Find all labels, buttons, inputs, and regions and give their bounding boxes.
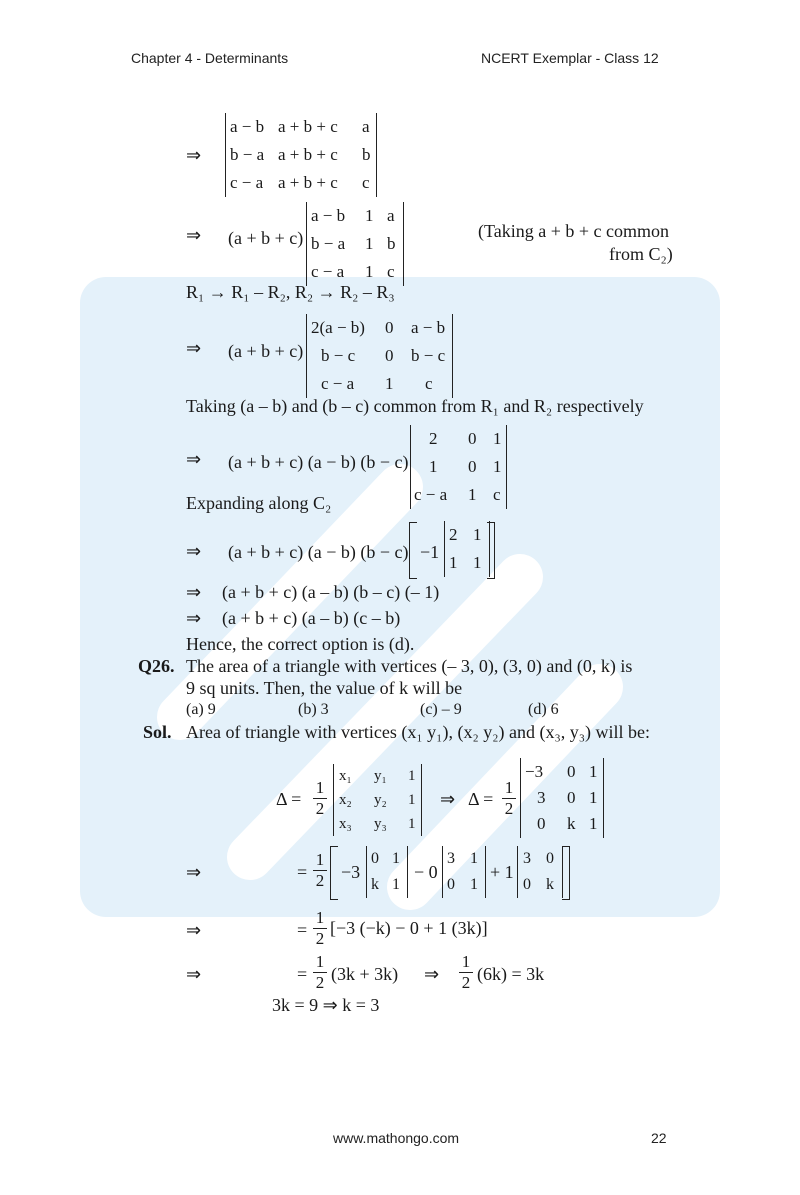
cell: 1: [473, 525, 482, 544]
cell: 1: [493, 429, 502, 448]
determinant-3: [306, 314, 453, 398]
implies-arrow: ⇒: [186, 608, 202, 629]
denominator: 2: [315, 871, 325, 890]
numerator: 1: [459, 952, 473, 973]
fraction-half: [313, 850, 327, 891]
cell: 1: [589, 762, 598, 781]
factor: (a + b + c): [228, 341, 304, 361]
cell: y₃: [374, 816, 387, 832]
cell: 0: [371, 850, 379, 867]
fraction-half: [459, 952, 473, 993]
right-bracket: [487, 522, 495, 579]
hence-text: Hence, the correct option is (d).: [186, 634, 415, 654]
left-bracket: [409, 522, 417, 579]
minor-3: [517, 846, 563, 898]
denominator: 2: [461, 973, 471, 992]
numerator: 1: [313, 850, 327, 871]
cell: 1: [429, 457, 438, 476]
factor: (a + b + c) (a − b) (b − c): [228, 452, 409, 472]
minor-2: [442, 846, 486, 898]
expanding-text: Expanding along C₂: [186, 493, 332, 513]
cell: c − a: [311, 262, 345, 281]
denominator: 2: [504, 799, 514, 818]
expansion-term: + 1: [490, 862, 514, 882]
implies-arrow: ⇒: [186, 225, 202, 246]
factor: (a + b + c) (a − b) (b − c): [228, 542, 409, 562]
numerator: 1: [502, 778, 516, 799]
denominator: 2: [315, 799, 325, 818]
cell: −3: [525, 762, 544, 781]
cell: 1: [392, 850, 400, 867]
cell: 1: [385, 374, 394, 393]
numeric-determinant: [520, 758, 604, 838]
cell: 1: [392, 876, 400, 893]
question-line-2: 9 sq units. Then, the value of k will be: [186, 678, 463, 698]
cell: b − c: [411, 346, 446, 365]
numerator: 1: [313, 952, 327, 973]
cell: x₂: [339, 792, 352, 808]
cell: 2(a − b): [311, 318, 365, 337]
delta-equals: Δ =: [276, 789, 302, 809]
cell: 0: [385, 346, 394, 365]
line-4-result: (6k) = 3k: [477, 964, 545, 984]
cell: c − a: [414, 485, 448, 504]
cell: 0: [546, 850, 554, 867]
cell: 2: [429, 429, 438, 448]
right-bracket: [562, 846, 570, 900]
determinant-1: [225, 113, 377, 197]
expansion-term: − 0: [414, 862, 438, 882]
line-4: (3k + 3k): [331, 964, 399, 984]
implies-arrow: ⇒: [186, 862, 202, 883]
cell: a + b + c: [278, 117, 338, 136]
equals: =: [297, 920, 308, 940]
cell: b − a: [230, 145, 265, 164]
cell: 1: [365, 206, 374, 225]
cell: a − b: [230, 117, 265, 136]
delta-equals: Δ =: [468, 789, 494, 809]
chapter-title: Chapter 4 - Determinants: [131, 50, 289, 66]
cell: c: [425, 374, 433, 393]
denominator: 2: [315, 973, 325, 992]
cell: 1: [468, 485, 477, 504]
cell: a + b + c: [278, 173, 338, 192]
cell: 1: [408, 816, 416, 832]
numerator: 1: [313, 908, 327, 929]
cell: 1: [589, 814, 598, 833]
cell: 3: [537, 788, 546, 807]
step-7: (a + b + c) (a – b) (c – b): [222, 608, 401, 628]
minor-1: [366, 846, 408, 898]
implies-arrow: ⇒: [186, 449, 202, 470]
cell: a − b: [311, 206, 346, 225]
option-c: (c) – 9: [420, 701, 462, 718]
cell: 0: [567, 788, 576, 807]
cell: 1: [493, 457, 502, 476]
implies-arrow: ⇒: [186, 145, 202, 166]
solution-intro: Area of triangle with vertices (x₁ y₁), (x₂ y₂) and (x₃, y₃) will be:: [186, 722, 651, 742]
cell: b − c: [321, 346, 356, 365]
cell: 0: [385, 318, 394, 337]
fraction-half: [313, 908, 327, 949]
cell: a + b + c: [278, 145, 338, 164]
cell: 1: [470, 876, 478, 893]
cell: 0: [447, 876, 455, 893]
determinant-4: [410, 425, 507, 509]
question-label: Q26.: [138, 656, 175, 676]
implies-arrow: ⇒: [186, 964, 202, 985]
cell: 1: [365, 262, 374, 281]
cell: 2: [449, 525, 458, 544]
fraction-half: [502, 778, 516, 819]
denominator: 2: [315, 929, 325, 948]
left-bracket: [330, 846, 338, 900]
implies-arrow: ⇒: [186, 541, 202, 562]
cell: 1: [408, 768, 416, 784]
factor: (a + b + c): [228, 228, 304, 248]
determinant-5: [444, 521, 490, 577]
fraction-half: [313, 952, 327, 993]
final-answer: 3k = 9 ⇒ k = 3: [272, 995, 380, 1015]
implies-arrow: ⇒: [186, 338, 202, 359]
cell: 1: [449, 553, 458, 572]
cell: 1: [365, 234, 374, 253]
determinant-2: [306, 202, 404, 286]
step-6: (a + b + c) (a – b) (b – c) (– 1): [222, 582, 440, 602]
cell: 0: [537, 814, 546, 833]
cell: 3: [523, 850, 531, 867]
page-number: 22: [651, 1130, 667, 1146]
cell: 1: [589, 788, 598, 807]
book-title: NCERT Exemplar - Class 12: [481, 50, 659, 66]
equals: =: [297, 964, 308, 984]
cell: x₁: [339, 768, 352, 784]
note-line-1: (Taking a + b + c common: [478, 221, 669, 241]
option-d: (d) 6: [528, 701, 559, 718]
cell: 0: [468, 457, 477, 476]
expansion-term: −3: [341, 862, 361, 882]
implies-arrow: ⇒: [186, 582, 202, 603]
cell: c: [362, 173, 370, 192]
cell: a − b: [411, 318, 446, 337]
cell: c − a: [321, 374, 355, 393]
cell: k: [371, 876, 379, 893]
cell: x₃: [339, 816, 352, 832]
cell: b − a: [311, 234, 346, 253]
option-a: (a) 9: [186, 701, 216, 718]
cell: a: [387, 206, 395, 225]
cell: c: [387, 262, 395, 281]
cell: a: [362, 117, 370, 136]
fraction-half: [313, 778, 327, 819]
cell: 1: [473, 553, 482, 572]
cell: c − a: [230, 173, 264, 192]
equals: =: [297, 862, 308, 882]
cell: k: [546, 876, 554, 893]
cell: 0: [468, 429, 477, 448]
cell: k: [567, 814, 576, 833]
cell: 1: [408, 792, 416, 808]
note-line-2: from C₂): [609, 244, 673, 264]
row-operation: R₁ → R₁ – R₂, R₂ → R₂ – R₃: [186, 282, 395, 302]
coefficient: −1: [420, 542, 440, 562]
cell: b: [387, 234, 396, 253]
implies-arrow: ⇒: [440, 789, 456, 810]
cell: b: [362, 145, 371, 164]
general-determinant: [333, 764, 422, 836]
solution-label: Sol.: [143, 722, 172, 742]
option-b: (b) 3: [298, 701, 329, 718]
implies-arrow: ⇒: [424, 964, 440, 985]
cell: y₂: [374, 792, 387, 808]
implies-arrow: ⇒: [186, 920, 202, 941]
cell: 0: [567, 762, 576, 781]
cell: c: [493, 485, 501, 504]
cell: 3: [447, 850, 455, 867]
line-3: [−3 (−k) − 0 + 1 (3k)]: [330, 918, 488, 938]
numerator: 1: [313, 778, 327, 799]
taking-common-text: Taking (a – b) and (b – c) common from R₁ and R₂ respectively: [186, 396, 644, 416]
cell: 0: [523, 876, 531, 893]
cell: y₁: [374, 768, 387, 784]
cell: 1: [470, 850, 478, 867]
website-link[interactable]: www.mathongo.com: [333, 1130, 460, 1146]
question-line-1: The area of a triangle with vertices (– 3, 0), (3, 0) and (0, k) is: [186, 656, 633, 676]
